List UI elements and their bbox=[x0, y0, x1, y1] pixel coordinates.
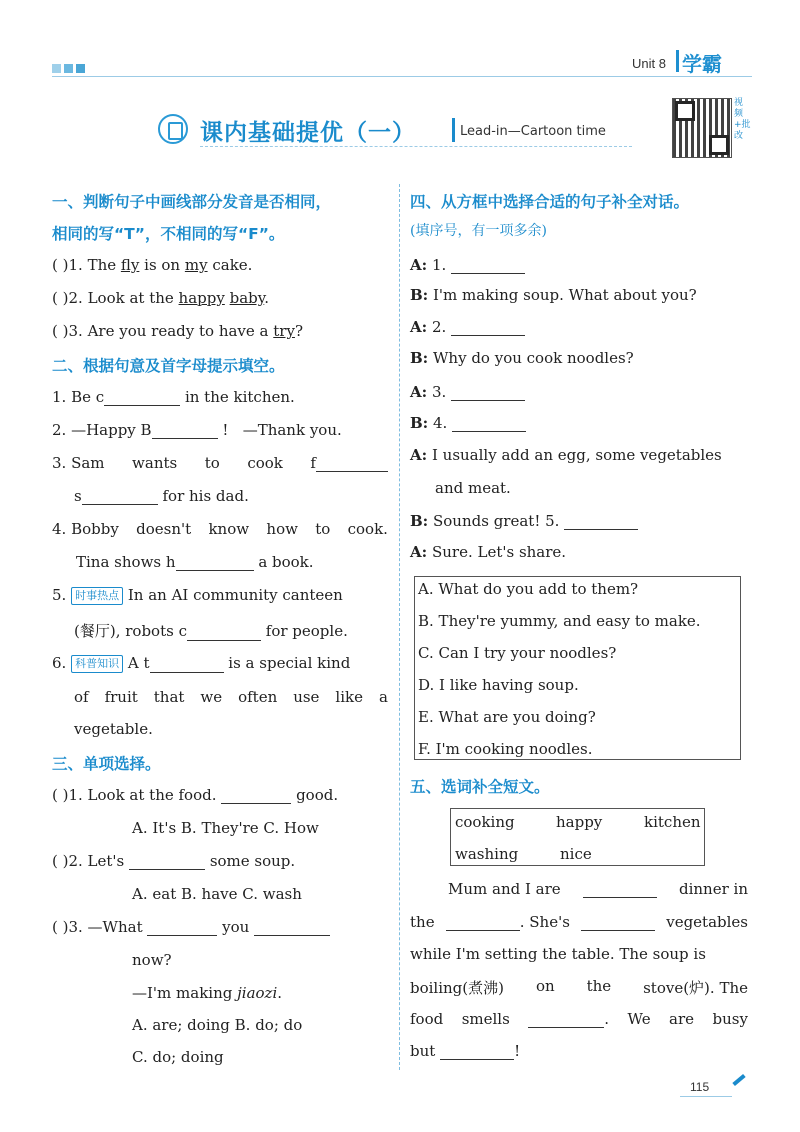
word-bank-item: washing bbox=[455, 845, 519, 863]
fill-blank[interactable] bbox=[221, 788, 291, 804]
item-text: A t bbox=[127, 654, 150, 672]
passage-line-3: while I'm setting the table. The soup is bbox=[410, 945, 706, 963]
passage-text: boiling(煮沸) bbox=[410, 979, 504, 997]
dialog-text: 4. bbox=[433, 414, 448, 432]
passage-line-4 bbox=[410, 977, 748, 998]
passage-text: on bbox=[535, 977, 555, 995]
word-bank-item: kitchen bbox=[644, 813, 701, 831]
item-text: ? bbox=[294, 322, 303, 340]
item-text: cook. bbox=[347, 520, 388, 538]
item-text: 2. —Happy B bbox=[52, 421, 152, 439]
item-text: jiaozi bbox=[237, 984, 278, 1002]
dialog-line-7 bbox=[410, 446, 722, 464]
word-bank-item: cooking bbox=[455, 813, 515, 831]
s2-item-2 bbox=[52, 421, 342, 439]
s2-item-4-line2 bbox=[76, 553, 314, 571]
item-text: (餐厅), robots c bbox=[74, 622, 187, 640]
unit-label: Unit 8 bbox=[632, 56, 666, 71]
dialog-text: Sounds great! 5. bbox=[433, 512, 560, 530]
section1-heading-line1: 一、判断句子中画线部分发音是否相同， bbox=[52, 193, 332, 211]
speaker-label: B: bbox=[410, 349, 429, 367]
fill-blank[interactable] bbox=[176, 555, 254, 571]
pencil-icon bbox=[732, 1074, 745, 1086]
passage-text: vegetables bbox=[666, 913, 748, 931]
fill-blank[interactable] bbox=[129, 854, 205, 870]
header-decoration bbox=[52, 64, 85, 73]
passage-line-1 bbox=[410, 880, 748, 898]
item-text: fruit bbox=[104, 688, 138, 706]
item-text: for his dad. bbox=[162, 487, 249, 505]
word-bank-item: nice bbox=[560, 845, 592, 863]
header-rule bbox=[52, 76, 752, 77]
item-text: 1. Be c bbox=[52, 388, 105, 406]
item-text: some soup. bbox=[209, 852, 296, 870]
section4-hint: (填序号，有一项多余) bbox=[410, 223, 547, 239]
speaker-label: A: bbox=[410, 383, 428, 401]
dialog-text: I'm making soup. What about you? bbox=[433, 286, 697, 304]
passage-text: smells bbox=[461, 1010, 510, 1028]
passage-text: ! bbox=[514, 1042, 521, 1060]
passage-text: the bbox=[586, 977, 612, 995]
fill-blank[interactable] bbox=[452, 416, 526, 432]
underlined-word: happy bbox=[178, 289, 225, 307]
item-text: . bbox=[277, 984, 283, 1002]
section5-heading: 五、选词补全短文。 bbox=[410, 778, 550, 796]
s3-q3-options2: C. do; doing bbox=[132, 1048, 224, 1066]
item-text: use bbox=[293, 688, 320, 706]
s3-q3-options1: A. are; doing B. do; do bbox=[132, 1016, 303, 1034]
s2-item-3-line1 bbox=[52, 454, 388, 472]
fill-blank[interactable] bbox=[446, 915, 520, 931]
notebook-icon bbox=[158, 114, 188, 144]
speaker-label: B: bbox=[410, 512, 429, 530]
s2-item-5-line1 bbox=[52, 586, 343, 605]
item-text: how bbox=[266, 520, 298, 538]
brand-divider bbox=[676, 50, 679, 72]
passage-text: food bbox=[410, 1010, 444, 1028]
qr-label: 视频+批改 bbox=[734, 98, 751, 141]
fill-blank[interactable] bbox=[152, 423, 218, 439]
item-text: Look at the bbox=[87, 289, 179, 307]
item-text: that bbox=[153, 688, 185, 706]
item-number: 5. bbox=[52, 586, 67, 604]
item-text: f bbox=[310, 454, 316, 472]
item-text: like bbox=[335, 688, 363, 706]
passage-text: . She's bbox=[519, 913, 570, 931]
item-number: 2. bbox=[68, 289, 83, 307]
fill-blank[interactable] bbox=[104, 390, 180, 406]
item-text: —I'm making bbox=[132, 984, 238, 1002]
footer-rule bbox=[680, 1096, 732, 1097]
item-text: a book. bbox=[258, 553, 314, 571]
item-text: The bbox=[87, 256, 121, 274]
item-number: 6. bbox=[52, 654, 67, 672]
fill-blank[interactable] bbox=[254, 920, 330, 936]
dialog-text: 1. bbox=[431, 256, 447, 274]
fill-blank[interactable] bbox=[564, 514, 638, 530]
dialog-text: 2. bbox=[431, 318, 447, 336]
item-text: s bbox=[74, 487, 82, 505]
item-text: of bbox=[74, 688, 89, 706]
passage-text: are bbox=[669, 1010, 695, 1028]
option-b: B. They're yummy, and easy to make. bbox=[418, 612, 701, 630]
s3-q3-line3 bbox=[132, 984, 282, 1002]
fill-blank[interactable] bbox=[451, 320, 525, 336]
dialog-text: 3. bbox=[431, 383, 447, 401]
column-divider bbox=[399, 184, 400, 1070]
speaker-label: B: bbox=[410, 286, 429, 304]
fill-blank[interactable] bbox=[316, 456, 388, 472]
section2-heading: 二、根据句意及首字母提示填空。 bbox=[52, 357, 285, 375]
fill-blank[interactable] bbox=[440, 1044, 514, 1060]
s1-item-3 bbox=[52, 322, 303, 340]
fill-blank[interactable] bbox=[451, 385, 525, 401]
title-divider bbox=[452, 118, 455, 142]
speaker-label: A: bbox=[410, 318, 428, 336]
fill-blank[interactable] bbox=[451, 258, 525, 274]
current-events-tag: 时事热点 bbox=[71, 587, 123, 605]
s2-item-6-line3: vegetable. bbox=[74, 720, 153, 738]
passage-text: but bbox=[410, 1042, 436, 1060]
item-text: ( )2. Let's bbox=[52, 852, 125, 870]
brand-logo: 学霸 bbox=[682, 52, 722, 76]
page-number: 115 bbox=[690, 1080, 710, 1094]
s1-item-1 bbox=[52, 256, 252, 274]
option-a: A. What do you add to them? bbox=[418, 580, 639, 598]
fill-blank[interactable] bbox=[82, 489, 158, 505]
fill-blank[interactable] bbox=[528, 1012, 604, 1028]
underlined-word: fly bbox=[120, 256, 140, 274]
item-text: ( )3. —What bbox=[52, 918, 143, 936]
s3-q2 bbox=[52, 852, 295, 870]
item-text: Tina shows h bbox=[76, 553, 176, 571]
fill-blank[interactable] bbox=[147, 920, 217, 936]
answer-bracket[interactable]: ( ) bbox=[52, 322, 69, 340]
s2-item-5-line2 bbox=[74, 620, 348, 641]
science-tag: 科普知识 bbox=[71, 655, 123, 673]
s2-item-4-line1 bbox=[52, 520, 388, 538]
item-text: often bbox=[238, 688, 278, 706]
dialog-text: I usually add an egg, some vegetables bbox=[431, 446, 722, 464]
section4-heading: 四、从方框中选择合适的句子补全对话。 bbox=[410, 193, 690, 211]
s1-item-2 bbox=[52, 289, 269, 307]
speaker-label: A: bbox=[410, 446, 428, 464]
qr-code-image[interactable] bbox=[672, 98, 732, 158]
passage-text: . bbox=[604, 1010, 610, 1028]
passage-text: stove(炉). The bbox=[643, 979, 748, 997]
passage-text: busy bbox=[712, 1010, 748, 1028]
passage-line-6 bbox=[410, 1042, 520, 1060]
answer-bracket[interactable]: ( ) bbox=[52, 289, 69, 307]
item-text: know bbox=[208, 520, 250, 538]
item-text: we bbox=[200, 688, 223, 706]
dialog-line-1 bbox=[410, 256, 525, 274]
option-d: D. I like having soup. bbox=[418, 676, 579, 694]
page-subtitle: Lead-in—Cartoon time bbox=[460, 124, 606, 139]
item-text: you bbox=[222, 918, 250, 936]
s3-q3 bbox=[52, 918, 330, 936]
speaker-label: A: bbox=[410, 256, 428, 274]
s2-item-6-line1 bbox=[52, 654, 350, 673]
speaker-label: B: bbox=[410, 414, 429, 432]
item-text: good. bbox=[296, 786, 339, 804]
option-e: E. What are you doing? bbox=[418, 708, 596, 726]
dialog-line-4 bbox=[410, 349, 634, 367]
item-text: to bbox=[315, 520, 331, 538]
item-text: cake. bbox=[207, 256, 253, 274]
s2-item-6-line2 bbox=[74, 688, 388, 706]
option-f: F. I'm cooking noodles. bbox=[418, 740, 593, 758]
s3-q1 bbox=[52, 786, 338, 804]
item-text: ! bbox=[222, 421, 229, 439]
item-text: . bbox=[264, 289, 270, 307]
word-bank-item: happy bbox=[556, 813, 603, 831]
item-text: is a special kind bbox=[228, 654, 351, 672]
passage-line-5 bbox=[410, 1010, 748, 1028]
option-c: C. Can I try your noodles? bbox=[418, 644, 617, 662]
passage-text: Mum and I are bbox=[448, 880, 561, 898]
dialog-line-9 bbox=[410, 512, 638, 530]
s3-q2-options: A. eat B. have C. wash bbox=[132, 885, 302, 903]
s3-q1-options: A. It's B. They're C. How bbox=[132, 819, 319, 837]
item-text: In an AI community canteen bbox=[127, 586, 343, 604]
s2-item-3-line2 bbox=[74, 487, 249, 505]
fill-blank[interactable] bbox=[583, 882, 657, 898]
fill-blank[interactable] bbox=[581, 915, 655, 931]
page-title: 课内基础提优（一） bbox=[200, 120, 416, 146]
underlined-word: my bbox=[184, 256, 208, 274]
item-text: a bbox=[378, 688, 388, 706]
item-text: 3. Sam bbox=[52, 454, 105, 472]
item-text: ( )1. Look at the food. bbox=[52, 786, 217, 804]
fill-blank[interactable] bbox=[187, 625, 261, 641]
passage-text: We bbox=[627, 1010, 651, 1028]
dialog-line-5 bbox=[410, 383, 525, 401]
item-number: 1. bbox=[68, 256, 83, 274]
item-text: cook bbox=[247, 454, 283, 472]
item-text: Are you ready to have a bbox=[87, 322, 274, 340]
dialog-line-6 bbox=[410, 414, 526, 432]
s2-item-1 bbox=[52, 388, 295, 406]
speaker-label: A: bbox=[410, 543, 428, 561]
options-box bbox=[414, 576, 741, 760]
title-underline bbox=[200, 146, 632, 147]
dialog-line-10 bbox=[410, 543, 566, 561]
section3-heading: 三、单项选择。 bbox=[52, 755, 161, 773]
item-text: in the kitchen. bbox=[184, 388, 295, 406]
fill-blank[interactable] bbox=[150, 657, 224, 673]
dialog-text: Why do you cook noodles? bbox=[433, 349, 634, 367]
s3-q3-line2: now? bbox=[132, 951, 172, 969]
answer-bracket[interactable]: ( ) bbox=[52, 256, 69, 274]
item-number: 3. bbox=[68, 322, 83, 340]
item-text: for people. bbox=[265, 622, 348, 640]
dialog-line-8: and meat. bbox=[435, 479, 511, 497]
passage-text: the bbox=[410, 913, 435, 931]
passage-line-2 bbox=[410, 913, 748, 931]
item-text: doesn't bbox=[136, 520, 192, 538]
item-text: is on bbox=[139, 256, 185, 274]
section1-heading-line2: 相同的写“T”，不相同的写“F”。 bbox=[52, 225, 285, 243]
item-text: wants bbox=[132, 454, 178, 472]
item-text: to bbox=[204, 454, 220, 472]
underlined-word: baby bbox=[229, 289, 265, 307]
dialog-line-2 bbox=[410, 286, 697, 304]
dialog-text: Sure. Let's share. bbox=[431, 543, 567, 561]
dialog-line-3 bbox=[410, 318, 525, 336]
passage-text: dinner in bbox=[678, 880, 748, 898]
item-text: —Thank you. bbox=[242, 421, 342, 439]
item-text: 4. Bobby bbox=[52, 520, 119, 538]
underlined-word: try bbox=[273, 322, 295, 340]
